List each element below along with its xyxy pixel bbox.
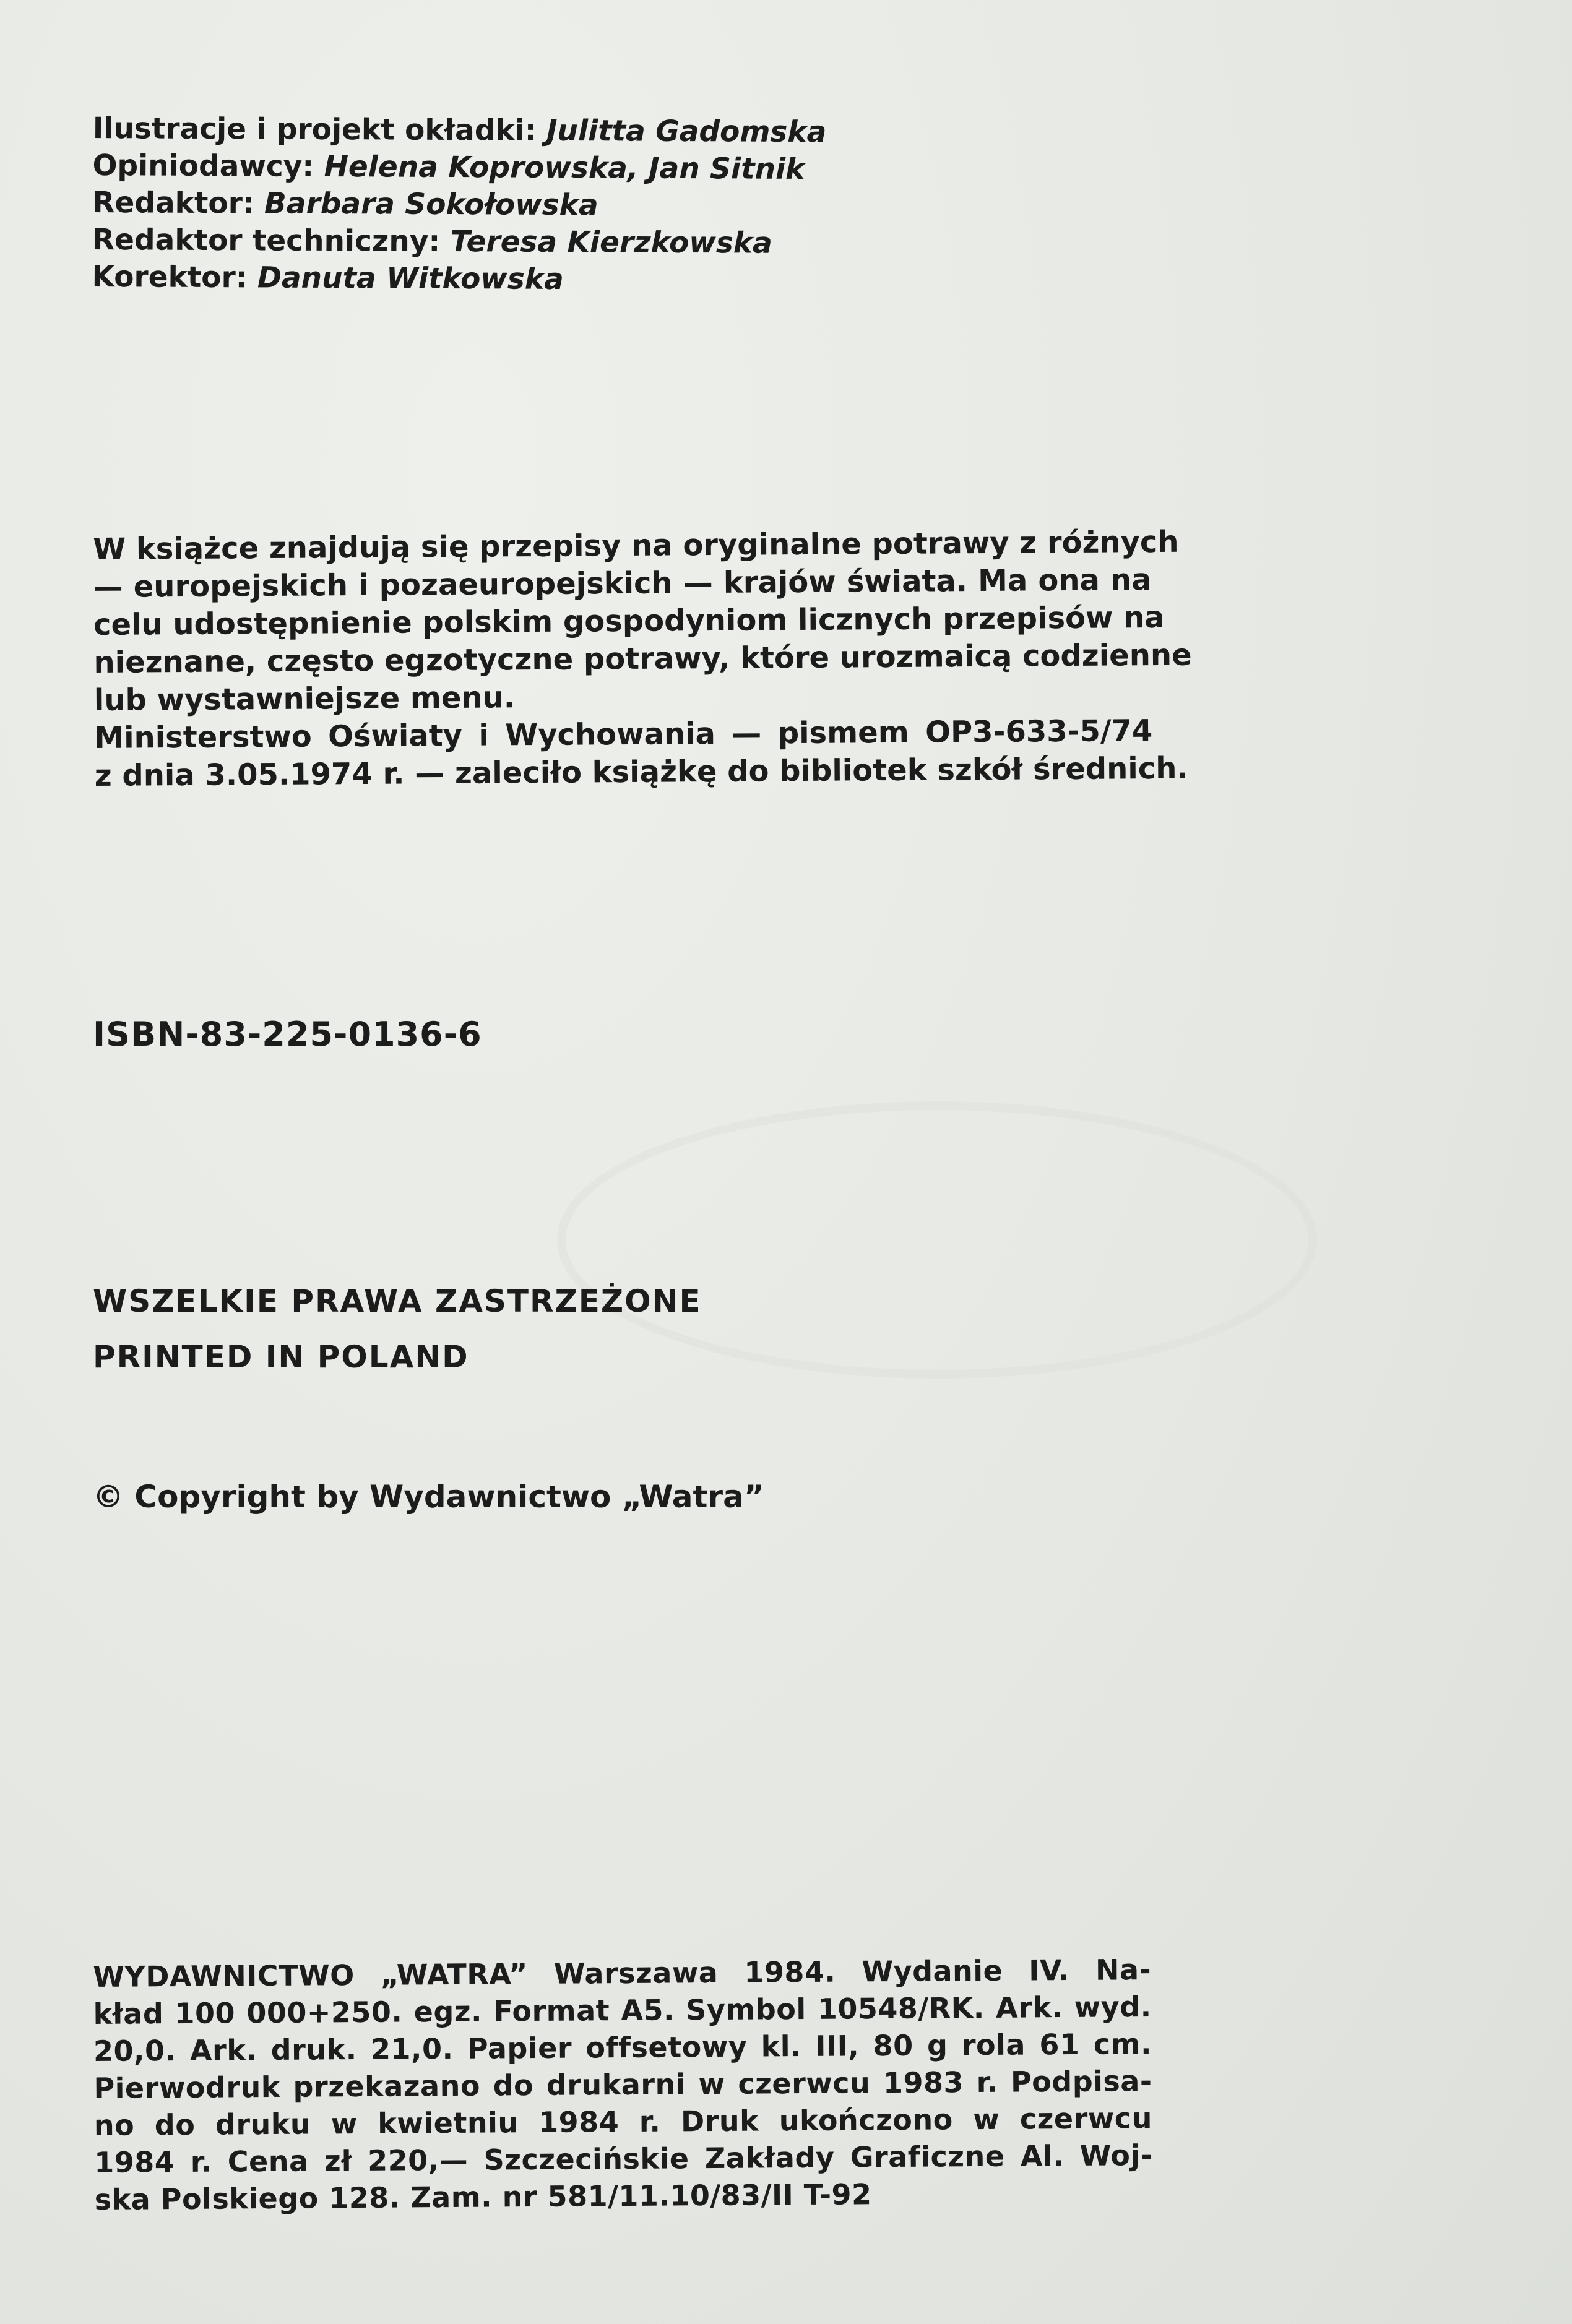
description-line: — europejskich i pozaeuropejskich — krajów świata. Ma ona na xyxy=(93,562,1152,605)
credit-person: Julitta Gadomska xyxy=(546,113,827,150)
description-line: lub wystawniejsze menu. xyxy=(93,680,516,718)
credit-role: Korektor: xyxy=(92,259,248,295)
credit-line xyxy=(92,184,826,225)
imprint-line: ska Polskiego 128. Zam. nr 581/11.10/83/II T-92 xyxy=(94,2177,872,2216)
credits-block xyxy=(92,110,826,299)
imprint-line: 1984 r. Cena zł 220,— Szczecińskie Zakłady Graficzne Al. Woj- xyxy=(94,2138,1153,2179)
description-line: nieznane, często egzotyczne potrawy, które urozmaicą codzienne xyxy=(93,637,1192,680)
credit-line xyxy=(92,147,826,188)
credit-person: Barbara Sokołowska xyxy=(264,186,598,223)
description-line: W książce znajdują się przepisy na oryginalne potrawy z różnych xyxy=(93,524,1179,567)
printed-in: PRINTED IN POLAND xyxy=(93,1339,469,1375)
credit-role: Ilustracje i projekt okładki: xyxy=(92,111,537,148)
credit-person: Teresa Kierzkowska xyxy=(450,225,772,260)
credit-person: Helena Koprowska, Jan Sitnik xyxy=(324,149,805,187)
imprint-line: Pierwodruk przekazano do drukarni w czerwcu 1983 r. Podpisa- xyxy=(93,2064,1152,2105)
publisher-imprint xyxy=(93,1951,1153,2218)
imprint-line: 20,0. Ark. druk. 21,0. Papier offsetowy kl. III, 80 g rola 61 cm. xyxy=(93,2027,1152,2068)
ministry-line: z dnia 3.05.1974 r. — zaleciło książkę do bibliotek szkół średnich. xyxy=(94,751,1188,793)
credit-role: Redaktor: xyxy=(92,185,254,221)
imprint-line: kład 100 000+250. egz. Format A5. Symbol 10548/RK. Ark. wyd. xyxy=(93,1990,1152,2031)
rights-reserved: WSZELKIE PRAWA ZASTRZEŻONE xyxy=(93,1283,702,1319)
credit-line xyxy=(92,222,826,262)
imprint-line: WYDAWNICTWO „WATRA” Warszawa 1984. Wydanie IV. Na- xyxy=(93,1953,1152,1994)
credit-role: Redaktor techniczny: xyxy=(92,222,441,259)
rights-block xyxy=(93,1273,702,1385)
copyright-notice: © Copyright by Wydawnictwo „Watra” xyxy=(93,1479,764,1515)
book-description xyxy=(93,523,1192,795)
credit-line xyxy=(92,259,826,299)
credit-person: Danuta Witkowska xyxy=(257,260,564,296)
description-line: celu udostępnienie polskim gospodyniom licznych przepisów na xyxy=(93,600,1165,642)
ministry-line: Ministerstwo Oświaty i Wychowania — pismem OP3-633-5/74 xyxy=(94,713,1153,755)
credit-role: Opiniodawcy: xyxy=(92,148,314,184)
isbn: ISBN-83-225-0136-6 xyxy=(93,1015,482,1054)
credit-line xyxy=(93,110,827,151)
imprint-line: no do druku w kwietniu 1984 r. Druk ukończono w czerwcu xyxy=(93,2101,1153,2142)
